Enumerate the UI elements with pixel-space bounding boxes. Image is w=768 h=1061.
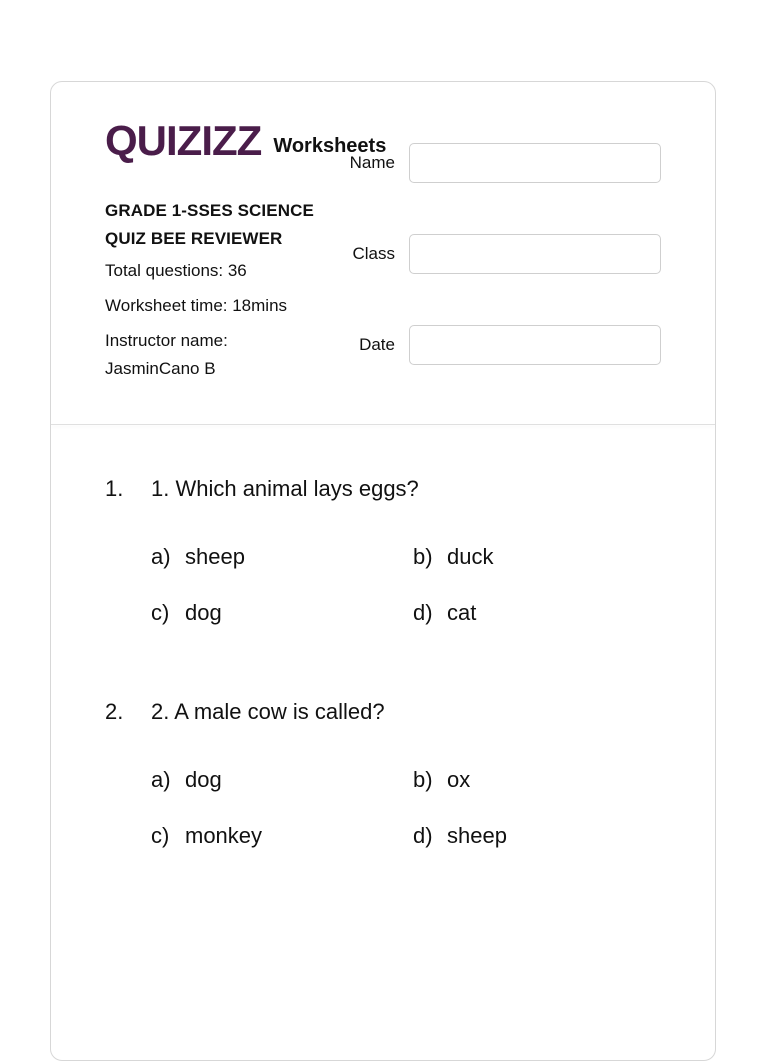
class-field[interactable]	[409, 234, 661, 274]
option-letter: d)	[413, 600, 433, 625]
option-b[interactable]	[413, 542, 493, 572]
name-field[interactable]	[409, 143, 661, 183]
date-label: Date	[359, 335, 395, 354]
option-letter: b)	[413, 544, 433, 569]
option-letter: c)	[151, 823, 170, 848]
option-letter: b)	[413, 767, 433, 792]
date-field[interactable]	[409, 325, 661, 365]
option-letter: d)	[413, 823, 433, 848]
option-text: cat	[447, 600, 477, 625]
logo-text: QUIZIZZ	[105, 117, 262, 164]
class-label: Class	[352, 244, 395, 263]
worksheet-card	[50, 81, 716, 1061]
option-text: ox	[447, 767, 471, 792]
option-text: dog	[185, 767, 222, 792]
instructor-name: Instructor name: JasminCano B	[105, 331, 228, 378]
option-a[interactable]	[151, 542, 245, 572]
brand-suffix: Worksheets	[273, 135, 387, 157]
option-c[interactable]	[151, 821, 262, 851]
question-text: 1. Which animal lays eggs?	[151, 476, 419, 501]
quizizz-logo	[105, 117, 262, 164]
option-text: dog	[185, 600, 222, 625]
option-letter: a)	[151, 544, 171, 569]
option-c[interactable]	[151, 598, 222, 628]
option-d[interactable]	[413, 598, 476, 628]
question-text: 2. A male cow is called?	[151, 699, 385, 724]
header-divider	[51, 424, 715, 425]
name-label: Name	[349, 153, 395, 172]
question-1	[105, 474, 665, 654]
question-number: 2.	[105, 699, 124, 724]
worksheet-title: GRADE 1-SSES SCIENCE QUIZ BEE REVIEWER	[105, 201, 314, 248]
worksheet-time: Worksheet time: 18mins	[105, 296, 288, 315]
answer-options	[151, 542, 665, 654]
question-2	[105, 697, 665, 877]
option-letter: a)	[151, 767, 171, 792]
total-questions: Total questions: 36	[105, 261, 247, 280]
answer-options	[151, 765, 665, 877]
option-b[interactable]	[413, 765, 470, 795]
option-text: sheep	[185, 544, 245, 569]
option-letter: c)	[151, 600, 170, 625]
option-a[interactable]	[151, 765, 222, 795]
option-text: duck	[447, 544, 494, 569]
question-number: 1.	[105, 476, 124, 501]
option-text: sheep	[447, 823, 507, 848]
option-text: monkey	[185, 823, 263, 848]
option-d[interactable]	[413, 821, 507, 851]
